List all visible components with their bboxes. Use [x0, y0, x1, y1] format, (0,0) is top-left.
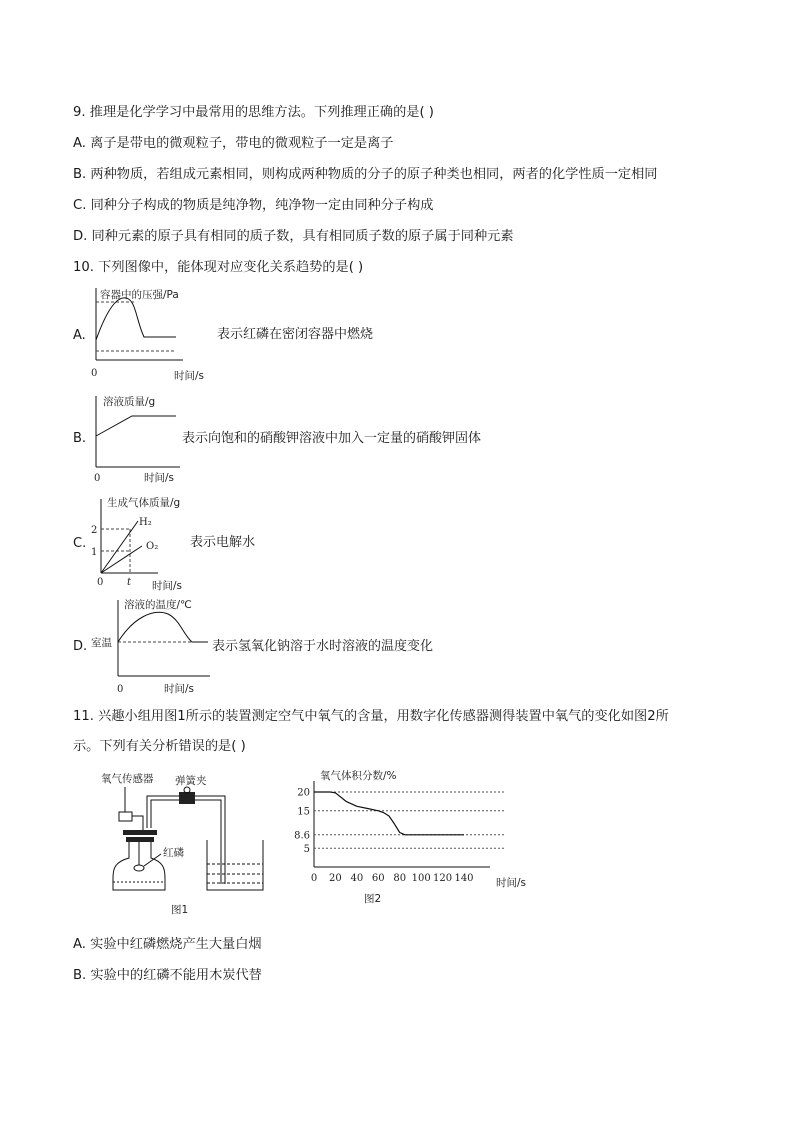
sensor-box — [119, 812, 132, 821]
fig2-y-tick-8.6: 8.6 — [294, 830, 310, 842]
curve-pressure — [96, 298, 176, 340]
origin-label: 0 — [94, 473, 101, 484]
stopper-top — [123, 830, 157, 835]
q9-option-a: A. 离子是带电的微观粒子，带电的微观粒子一定是离子 — [73, 136, 394, 151]
fig2-series-line-0 — [314, 792, 464, 835]
fig2-x-tick-40: 40 — [350, 873, 364, 884]
fig2-y-tick-20: 20 — [297, 787, 310, 799]
x-axis-label: 时间/s — [144, 472, 175, 484]
fig2-x-tick-140: 140 — [454, 873, 474, 884]
fig2-x-tick-0: 0 — [310, 873, 318, 884]
sensor-wire — [132, 816, 143, 830]
q10-graph-b-desc: 表示向饱和的硝酸钾溶液中加入一定量的硝酸钾固体 — [182, 431, 482, 446]
q11-figure-2-chart — [290, 765, 540, 905]
q10-graph-a — [88, 282, 238, 382]
q9-stem: 9. 推理是化学学习中最常用的思维方法。下列推理正确的是( ) — [73, 105, 434, 120]
q11-option-b: B. 实验中的红磷不能用木炭代替 — [73, 968, 262, 983]
q9-option-d: D. 同种元素的原子具有相同的质子数，具有相同质子数的原子属于同种元素 — [73, 229, 514, 244]
q10-graph-a-letter: A. — [73, 328, 86, 343]
fig2-x-tick-60: 60 — [371, 873, 385, 884]
x-axis-label: 时间/s — [152, 580, 183, 592]
curve-temperature — [118, 612, 208, 642]
fig2-x-axis-label: 时间/s — [496, 877, 527, 889]
origin-label: 0 — [117, 684, 124, 695]
q9-option-c: C. 同种分子构成的物质是纯净物，纯净物一定由同种分子构成 — [73, 198, 434, 213]
fig2-x-tick-120: 120 — [433, 873, 453, 884]
series-o2-label: O₂ — [146, 541, 159, 552]
spring-clamp — [179, 792, 195, 804]
phosphorus-label: 红磷 — [163, 847, 184, 859]
y-tick-room-temp: 室温 — [91, 637, 112, 649]
q10-graph-d-desc: 表示氢氧化钠溶于水时溶液的温度变化 — [212, 639, 434, 654]
y-axis-label: 容器中的压强/Pa — [100, 289, 179, 301]
q10-stem: 10. 下列图像中，能体现对应变化关系趋势的是( ) — [73, 260, 364, 275]
fig2-y-tick-5: 5 — [303, 843, 310, 855]
fig2-x-tick-100: 100 — [411, 873, 431, 884]
fig2-y-tick-15: 15 — [297, 806, 310, 818]
y-axis-label: 溶液质量/g — [103, 396, 156, 408]
origin-label: 0 — [97, 577, 104, 588]
connector-tube — [147, 796, 225, 884]
q11-option-a: A. 实验中红磷燃烧产生大量白烟 — [73, 937, 262, 952]
x-tick-t: t — [127, 577, 132, 588]
q11-figure-1 — [95, 770, 285, 920]
q11-stem-line1: 11. 兴趣小组用图1所示的装置测定空气中氧气的含量，用数字化传感器测得装置中氧气的变化如图2所 — [73, 709, 669, 724]
q10-graph-d-letter: D. — [73, 639, 88, 654]
q10-graph-c-desc: 表示电解水 — [190, 535, 256, 550]
y-tick-2: 2 — [91, 525, 98, 536]
combustion-spoon — [134, 865, 144, 871]
stopper-bottom — [126, 837, 154, 842]
origin-label: 0 — [91, 368, 98, 379]
y-tick-1: 1 — [91, 547, 98, 558]
clamp-label: 弹簧夹 — [175, 775, 207, 787]
x-axis-label: 时间/s — [164, 683, 195, 695]
fig2-y-axis-label: 氧气体积分数/% — [320, 770, 397, 782]
q11-stem-line2: 示。下列有关分析错误的是( ) — [73, 739, 246, 754]
y-axis-label: 溶液的温度/℃ — [124, 599, 192, 611]
q10-graph-b-letter: B. — [73, 431, 87, 446]
sensor-label: 氧气传感器 — [101, 773, 154, 785]
fig2-x-tick-20: 20 — [329, 873, 342, 884]
y-axis-label: 生成气体质量/g — [107, 497, 181, 509]
fig2-caption: 图2 — [364, 893, 382, 905]
q10-graph-c-letter: C. — [73, 536, 87, 551]
q9-option-b: B. 两种物质，若组成元素相同，则构成两种物质的分子的原子种类也相同，两者的化学性质一定相同 — [73, 167, 658, 182]
q10-graph-a-desc: 表示红磷在密闭容器中燃烧 — [217, 327, 374, 342]
fig2-x-tick-80: 80 — [393, 873, 407, 884]
curve-solution-mass — [96, 416, 176, 436]
line-o2 — [101, 546, 142, 573]
series-h2-label: H₂ — [139, 517, 152, 528]
x-axis-label: 时间/s — [174, 370, 205, 382]
fig1-caption: 图1 — [171, 904, 189, 916]
